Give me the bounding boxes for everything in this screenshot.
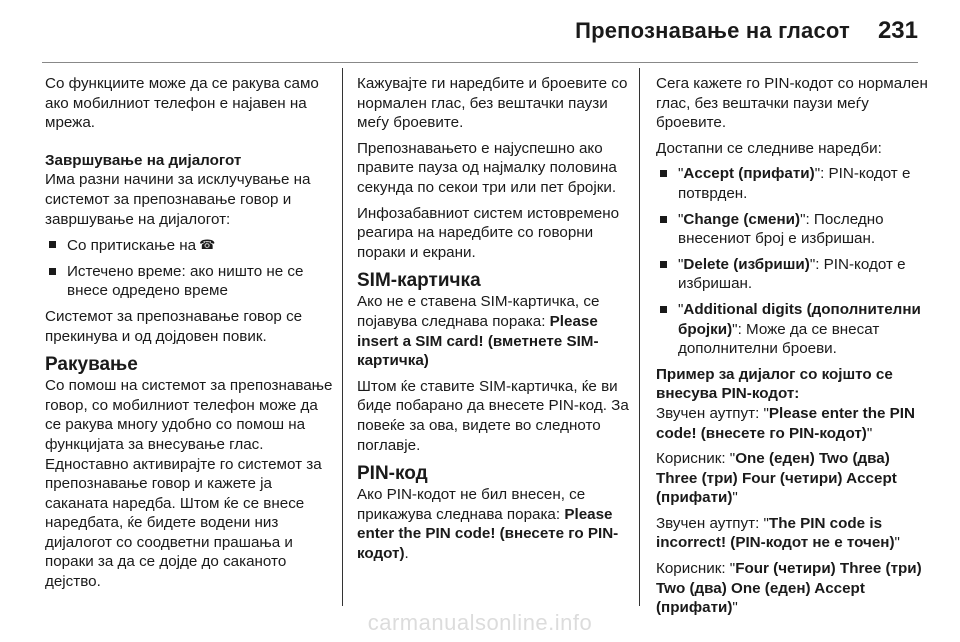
page-title: Препознавање на гласот [575, 18, 850, 43]
command-label: Change (смени) [683, 210, 801, 228]
paragraph: Препознавањето е најуспешно ако правите пауза од најмалку половина секунда по секои три или пет бројки. [357, 139, 617, 196]
paragraph: Сега кажете го PIN-кодот со нормален глас, без вештачки паузи меѓу броевите. [656, 75, 928, 132]
command-item: "Additional digits (дополнителни бројки)": Може да се внесат дополнителни броеви. [656, 300, 928, 359]
sim-paragraph-2: Штом ќе ставите SIM-картичка, ќе ви биде побарано да внесете PIN-код. За повеќе за ова, видете во следното поглавје. [357, 377, 629, 454]
dialog-line: Корисник: "Four (четири) Three (три) Two (два) One (еден) Accept (прифати)" [656, 560, 922, 617]
end-dialog-heading: Завршување на дијалогот [45, 151, 242, 169]
bullet-item: Истечено време: ако ништо не се внесе одредено време [45, 262, 333, 301]
dialog-line: Звучен аутпут: "The PIN code is incorrect! (PIN-кодот не е точен)" [656, 514, 900, 552]
paragraph: Кажувајте ги наредбите и броевите со нормален глас, без вештачки паузи меѓу броевите. [357, 75, 628, 132]
column-1 [45, 74, 333, 598]
command-item: "Accept (прифати)": PIN-кодот е потврден. [656, 164, 928, 203]
example-heading: Пример за дијалог со којшто се внесува PIN-кодот: [656, 365, 893, 403]
page-number: 231 [877, 17, 918, 44]
operate-text: Со помош на системот за препознавање говор, со мобилниот телефон може да се ракува многу удобно со помош на функцијата за внесување глас. Едноставно активирајте го системот за препознавање говор и кажете ја саканата наредба. Штом ќе се внесе наредбата, ќе бидете водени низ дијалогот со соодветни прашања и пораки за да се дојде до саканото дејство. [45, 377, 333, 591]
header-divider [42, 62, 918, 63]
bullet-text: Со притискање на [67, 237, 197, 255]
bullet-item [45, 235, 333, 256]
watermark: carmanualsonline.info [367, 610, 593, 635]
dialog-line: Звучен аутпут: "Please enter the PIN code! (внесете го PIN-кодот)" [656, 404, 915, 442]
end-dialog-note: Системот за препознавање говор се прекинува и од дојдовен повик. [45, 307, 303, 345]
operate-heading: Ракување [45, 354, 138, 376]
sim-message: Please insert a SIM card! (вметнете SIM-картичка) [357, 312, 599, 370]
column-2 [357, 74, 635, 569]
sim-heading: SIM-картичка [357, 270, 481, 292]
command-item: "Change (смени)": Последно внесениот број е избришан. [656, 210, 928, 249]
pin-heading: PIN-код [357, 463, 428, 485]
page-header [0, 0, 960, 62]
phone-hangup-icon: ☎ [199, 237, 216, 253]
paragraph: Достапни се следниве наредби: [656, 139, 882, 157]
sim-paragraph: Ако не е ставена SIM-картичка, се појавува следнава порака: Please insert a SIM card! (вметнете SIM-картичка) [357, 293, 600, 370]
command-label: Accept (прифати) [683, 165, 815, 183]
pin-paragraph: Ако PIN-кодот не бил внесен, се прикажува следнава порака: Please enter the PIN code! (внесете го PIN-кодот). [357, 486, 619, 562]
command-label: Delete (избриши) [683, 255, 810, 273]
command-label: Additional digits (дополнителни бројки) [678, 300, 921, 338]
column-divider [342, 68, 343, 606]
end-dialog-text: Има разни начини за исклучување на системот за препознавање говор и завршување на дијалогот: [45, 171, 311, 228]
column-divider [639, 68, 640, 606]
column-3 [656, 74, 928, 624]
command-item: "Delete (избриши)": PIN-кодот е избришан. [656, 255, 928, 294]
paragraph: Инфозабавниот систем истовремено реагира на наредбите со говорни пораки и екрани. [357, 204, 620, 261]
dialog-line: Корисник: "One (еден) Two (два) Three (три) Four (четири) Accept (прифати)" [656, 450, 897, 507]
intro-paragraph: Со функциите може да се ракува само ако мобилниот телефон е најавен на мрежа. [45, 75, 319, 132]
pin-message: Please enter the PIN code! (внесете го PIN-кодот) [357, 505, 619, 562]
